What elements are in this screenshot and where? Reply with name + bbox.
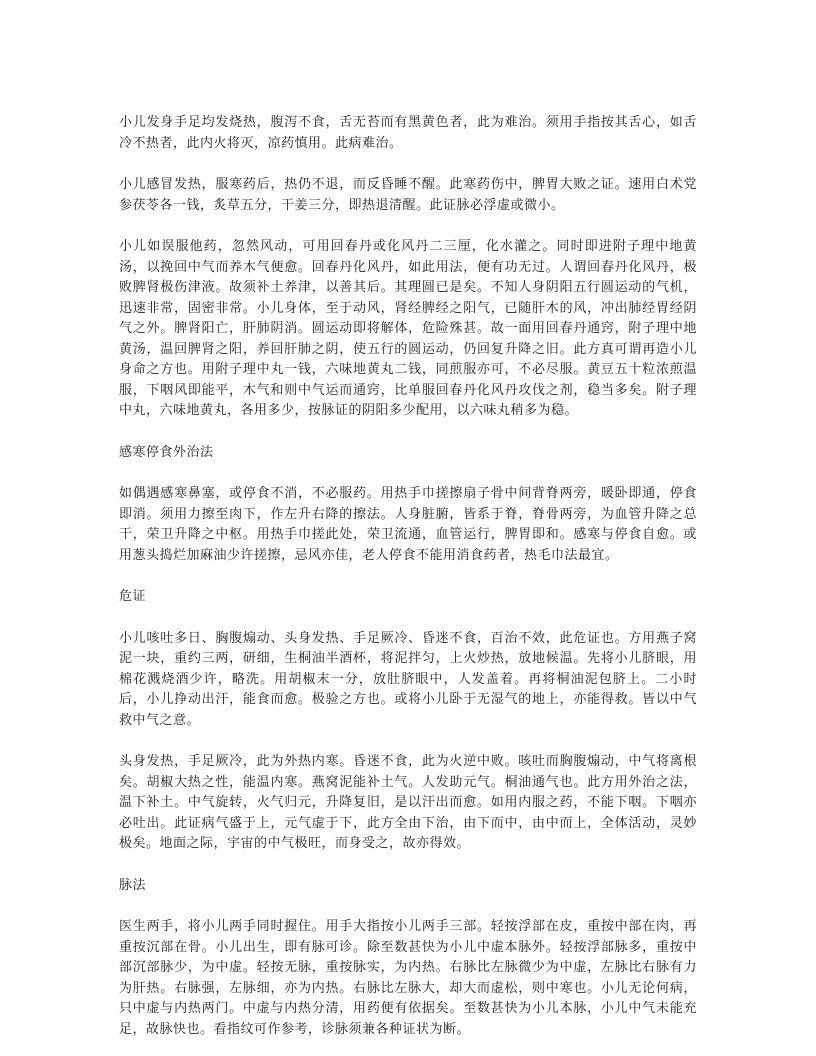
paragraph: 小儿感冒发热，服寒药后，热仍不退，而反昏睡不醒。此寒药伤中，脾胃大败之证。速用白术党参茯苓各一钱，炙草五分，干姜三分，即热退清醒。此证脉必浮虚或微小。	[119, 177, 697, 213]
section-heading: 危证	[119, 589, 147, 604]
paragraph: 小儿发身手足均发烧热，腹泻不食，舌无苔而有黑黄色者，此为难治。须用手指按其舌心，如舌冷不热者，此内火将灭，凉药慎用。此病难治。	[119, 115, 697, 151]
paragraph: 头身发热，手足厥冷，此为外热内寒。昏迷不食，此为火逆中败。咳吐而胸腹煽动，中气将离根矣。胡椒大热之性，能温内寒。燕窝泥能补土气。人发助元气。桐油通气也。此方用外治之法，温下补土。中气旋转，火气归元，升降复旧，是以汗出而愈。如用内服之药，不能下咽。下咽亦必吐出。此证病气盛于上，元气虚于下，此方全由下治，由下而中，由中而上，全体活动，灵妙极矣。地面之际，宇宙的中气极旺，而身受之，故亦得效。	[119, 754, 697, 851]
paragraph: 如偶遇感寒鼻塞，或停食不消，不必服药。用热手巾搓擦扇子骨中间背脊两旁，暖卧即通，停食即消。须用力擦至肉下，作左升右降的擦法。人身脏腑，皆系于脊，脊骨两旁，为血管升降之总干，荣卫升降之中枢。用热手巾搓此处，荣卫流通，血管运行，脾胃即和。感寒与停食自愈。或用葱头捣烂加麻油少许搓擦，忌风亦佳，老人停食不能用消食药者，热毛巾法最宜。	[119, 486, 697, 563]
section-heading: 感寒停食外治法	[119, 444, 214, 460]
paragraph: 小儿如误服他药，忽然风动，可用回春丹或化风丹二三厘，化水灌之。同时即进附子理中地黄汤，以挽回中气而养木气便愈。回春丹化风丹，如此用法，便有功无过。人谓回春丹化风丹，极败脾肾极伤津液。故须补土养津，以善其后。其理圆已是矣。不知人身阴阳五行圆运动的气机，迅速非常，固密非常。小儿身体，至于动风，肾经脾经之阳气，已随肝木的风，冲出肺经胃经阴气之外。脾肾阳亡，肝肺阴消。圆运动即将解体，危险殊甚。故一面用回春丹通窍，附子理中地黄汤，温回脾肾之阳，养回肝肺之阴，使五行的圆运动，仍回复升降之旧。此方真可谓再造小儿身命之方也。用附子理中丸一钱，六味地黄丸二钱，同煎服亦可，不必尽服。黄豆五十粒浓煎温服，下咽风即能平，木气和则中气运而通窍，比单服回春丹化风丹攻伐之剂，稳当多矣。附子理中丸，六味地黄丸，各用多少，按脉证的阴阳多少配用，以六味丸稍多为稳。	[119, 239, 697, 418]
section-heading: 脉法	[119, 877, 147, 893]
document-body	[119, 113, 697, 1040]
paragraph: 小儿咳吐多日、胸腹煽动、头身发热、手足厥冷、昏迷不食，百治不效，此危证也。方用燕子窝泥一块，重约三两，研细，生桐油半酒杯，将泥拌匀，上火炒热，放地候温。先将小儿脐眼，用棉花溅烧酒少许，略洗。用胡椒末一分，放肚脐眼中，人发盖着。再将桐油泥包脐上。二小时后，小儿挣动出汗，能食而愈。极验之方也。或将小儿卧于无湿气的地上，亦能得救。皆以中气救中气之意。	[119, 630, 697, 728]
paragraph: 医生两手，将小儿两手同时握住。用手大指按小儿两手三部。轻按浮部在皮，重按中部在肉，再重按沉部在骨。小儿出生，即有脉可诊。除至数甚快为小儿中虚本脉外。轻按浮部脉多，重按中部沉部脉少，为中虚。轻按无脉，重按脉实，为内热。右脉比左脉微少为中虚，左脉比右脉有力为肝热。右脉强，左脉细，亦为内热。右脉比左脉大，却大而虚松，则中寒也。小儿无论何病，只中虚与内热两门。中虚与内热分清，用药便有依据矣。至数甚快为小儿本脉，小儿中气未能充足，故脉快也。看指纹可作参考，诊脉须兼各种证状为断。	[119, 919, 697, 1037]
